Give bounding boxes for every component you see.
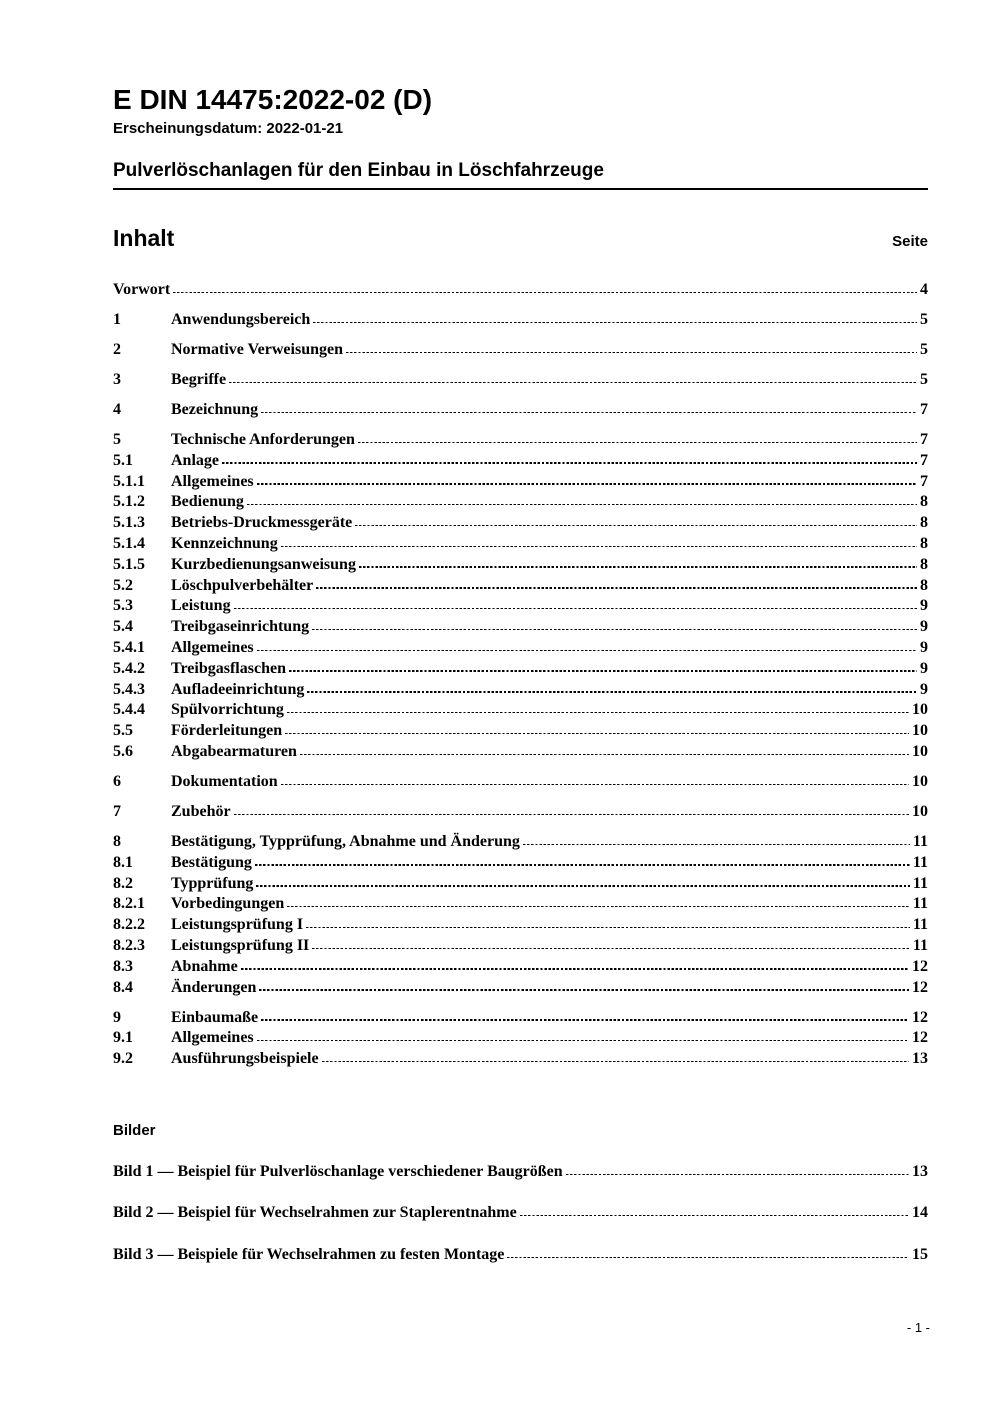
- toc-entry-page: 8: [920, 514, 928, 532]
- toc-entry-title: Allgemeines: [171, 1029, 254, 1047]
- toc-entry-page: 11: [912, 895, 928, 913]
- toc-entry-number: 8.2.3: [113, 936, 145, 954]
- toc-entry-page: 9: [920, 659, 928, 677]
- toc-entry-title: Bedienung: [171, 493, 244, 511]
- dotted-leader: [289, 670, 917, 671]
- toc-entry[interactable]: [113, 472, 928, 493]
- toc-entry-page: 9: [920, 639, 928, 657]
- toc-entry-title: Bezeichnung: [171, 401, 259, 419]
- toc-entry-number: 5.1.3: [113, 514, 145, 532]
- toc-entry-number: 8.2.1: [113, 895, 145, 913]
- toc-entry-title: Normative Verweisungen: [171, 341, 343, 359]
- toc-entry-number: 8.2.2: [113, 916, 145, 934]
- toc-entry[interactable]: [113, 534, 928, 555]
- toc-entry-number: 5.1.5: [113, 555, 145, 573]
- toc-entry-title: Bestätigung: [171, 853, 252, 871]
- publication-date: Erscheinungsdatum: 2022-01-21: [113, 120, 344, 137]
- toc-entry-number: 8.2: [113, 874, 133, 892]
- doc-title: Pulverlöschanlagen für den Einbau in Löschfahrzeuge: [113, 160, 928, 190]
- toc-entry-page: 10: [912, 743, 928, 761]
- toc-entry[interactable]: [113, 894, 928, 915]
- toc-entry[interactable]: [113, 430, 928, 451]
- toc-entry-page: 12: [912, 957, 928, 975]
- doc-number: E DIN 14475:2022-02 (D): [113, 84, 433, 115]
- figures-heading: Bilder: [113, 1121, 156, 1139]
- toc-entry-page: 12: [912, 1008, 928, 1026]
- toc-entry-number: 5.1.2: [113, 493, 145, 511]
- toc-entry-page: 10: [912, 701, 928, 719]
- dotted-leader: [259, 989, 909, 990]
- dotted-leader: [306, 927, 910, 928]
- toc-entry-title: Anlage: [171, 451, 219, 469]
- toc-header: [113, 226, 928, 251]
- toc-entry[interactable]: [113, 772, 928, 793]
- toc-entry-number: 5.2: [113, 576, 133, 594]
- toc-entry-title: Leistungsprüfung II: [171, 936, 310, 954]
- dotted-leader: [313, 322, 917, 323]
- toc-entry-page: 11: [912, 853, 928, 871]
- toc-entry[interactable]: [113, 1203, 928, 1224]
- toc-entry-number: 5.4: [113, 618, 133, 636]
- toc-entry-page: 11: [912, 936, 928, 954]
- toc-entry[interactable]: [113, 1049, 928, 1070]
- toc-entry-page: 10: [912, 773, 928, 790]
- toc-entry-title: Zubehör: [171, 802, 231, 820]
- toc-entry[interactable]: [113, 700, 928, 721]
- dotted-leader: [566, 1174, 909, 1175]
- toc-entry-number: 5.4.1: [113, 639, 145, 657]
- toc-entry-title: Förderleitungen: [171, 722, 283, 740]
- toc-entry-page: 4: [920, 281, 928, 299]
- dotted-leader: [257, 650, 917, 651]
- toc-entry[interactable]: [113, 513, 928, 534]
- toc-entry-title: Bestätigung, Typprüfung, Abnahme und Änderung: [171, 832, 520, 850]
- toc-entry-number: 5.6: [113, 743, 133, 761]
- toc-entry-number: 5.4.4: [113, 701, 145, 719]
- dotted-leader: [234, 814, 909, 815]
- toc-entry-page: 11: [912, 874, 928, 892]
- dotted-leader: [247, 504, 917, 505]
- toc-entry-title: Allgemeines: [171, 472, 254, 490]
- toc-entry-page: 5: [920, 311, 928, 329]
- toc-entry-page: 12: [912, 1029, 928, 1047]
- toc-entry-title: Abgabearmaturen: [171, 743, 297, 761]
- toc-entry-number: 2: [113, 341, 121, 359]
- toc-entry-number: 7: [113, 802, 121, 820]
- toc-entry[interactable]: [113, 659, 928, 680]
- toc-entry[interactable]: [113, 802, 928, 823]
- toc-entry[interactable]: [113, 680, 928, 701]
- toc-entry-title: Typprüfung: [171, 874, 254, 892]
- toc-entry-title: Aufladeeinrichtung: [171, 680, 305, 698]
- toc-entry-number: 9.1: [113, 1029, 133, 1047]
- toc-entry-title: Bild 3 — Beispiele für Wechselrahmen zu festen Montage: [113, 1245, 505, 1263]
- dotted-leader: [229, 382, 917, 383]
- dotted-leader: [285, 733, 909, 734]
- dotted-leader: [255, 864, 910, 865]
- toc-heading: Inhalt: [113, 224, 175, 251]
- toc-entry[interactable]: [113, 1162, 928, 1183]
- toc-entry-number: 1: [113, 311, 121, 329]
- dotted-leader: [355, 525, 917, 526]
- dotted-leader: [173, 292, 917, 293]
- toc-entry-page: 13: [912, 1050, 928, 1068]
- toc-entry-title: Betriebs-Druckmessgeräte: [171, 514, 353, 532]
- toc-entry-page: 10: [912, 722, 928, 740]
- dotted-leader: [287, 906, 910, 907]
- toc-entry-number: 5.1.1: [113, 472, 145, 490]
- toc-entry[interactable]: [113, 555, 928, 576]
- toc-entry-number: 8.4: [113, 978, 133, 996]
- dotted-leader: [300, 754, 909, 755]
- toc-entry-title: Dokumentation: [171, 773, 278, 790]
- toc-entry-page: 5: [920, 341, 928, 359]
- toc-entry-title: Technische Anforderungen: [171, 431, 355, 449]
- dotted-leader: [261, 412, 917, 413]
- toc-entry-number: 8: [113, 832, 121, 850]
- dotted-leader: [316, 587, 917, 588]
- dotted-leader: [523, 844, 910, 845]
- toc-entry-title: Treibgaseinrichtung: [171, 618, 310, 636]
- dotted-leader: [312, 948, 910, 949]
- toc-entry-page: 8: [920, 576, 928, 594]
- toc-entry-page: 8: [920, 493, 928, 511]
- toc-entry[interactable]: [113, 310, 928, 331]
- page-column-label: Seite: [892, 232, 928, 250]
- toc-entry-page: 13: [912, 1162, 928, 1180]
- dotted-leader: [234, 608, 917, 609]
- toc-entry[interactable]: [113, 874, 928, 895]
- dotted-leader: [281, 546, 917, 547]
- toc-entry-title: Bild 2 — Beispiel für Wechselrahmen zur Staplerentnahme: [113, 1204, 517, 1222]
- toc-entry[interactable]: [113, 832, 928, 853]
- toc-entry-page: 11: [912, 832, 928, 850]
- toc-entry-title: Anwendungsbereich: [171, 311, 311, 329]
- toc-entry-title: Einbaumaße: [171, 1008, 259, 1026]
- toc-entry[interactable]: [113, 451, 928, 472]
- toc-entry-number: 8.3: [113, 957, 133, 975]
- toc-entry-title: Vorbedingungen: [171, 895, 285, 913]
- dotted-leader: [257, 1040, 909, 1041]
- dotted-leader: [222, 462, 917, 463]
- dotted-leader: [346, 352, 917, 353]
- toc-entry-page: 15: [912, 1245, 928, 1263]
- dotted-leader: [257, 483, 917, 484]
- toc-entry-number: 9.2: [113, 1050, 133, 1068]
- toc-entry-title: Vorwort: [113, 281, 171, 299]
- toc-entry-page: 9: [920, 680, 928, 698]
- toc-entry-title: Kurzbedienungsanweisung: [171, 555, 356, 573]
- toc-entry-page: 9: [920, 618, 928, 636]
- toc-entry[interactable]: [113, 596, 928, 617]
- toc-entry-title: Spülvorrichtung: [171, 701, 284, 719]
- toc-entry[interactable]: [113, 638, 928, 659]
- toc-entry-title: Kennzeichnung: [171, 535, 278, 553]
- toc-entry-title: Ausführungsbeispiele: [171, 1050, 319, 1068]
- toc-entry[interactable]: [113, 978, 928, 999]
- toc-entry-page: 7: [920, 472, 928, 490]
- toc-entry-title: Abnahme: [171, 957, 238, 975]
- toc-entry-number: 5.5: [113, 722, 133, 740]
- toc-entry[interactable]: [113, 1245, 928, 1266]
- toc-entry-page: 7: [920, 401, 928, 419]
- toc-entry[interactable]: [113, 742, 928, 763]
- toc-entry-number: 5.3: [113, 597, 133, 615]
- dotted-leader: [312, 629, 917, 630]
- toc-entry-title: Treibgasflaschen: [171, 659, 286, 677]
- dotted-leader: [322, 1061, 909, 1062]
- toc-entry[interactable]: [113, 1028, 928, 1049]
- toc-list: [113, 280, 928, 1070]
- toc-entry[interactable]: [113, 1008, 928, 1029]
- toc-entry-page: 8: [920, 555, 928, 573]
- dotted-leader: [281, 784, 909, 785]
- toc-entry[interactable]: [113, 915, 928, 936]
- toc-entry[interactable]: [113, 370, 928, 391]
- toc-entry[interactable]: [113, 576, 928, 597]
- toc-entry[interactable]: [113, 721, 928, 742]
- toc-entry-page: 9: [920, 597, 928, 615]
- toc-entry-page: 11: [912, 916, 928, 934]
- toc-entry-number: 5.1.4: [113, 535, 145, 553]
- toc-entry-number: 4: [113, 401, 121, 419]
- dotted-leader: [358, 442, 917, 443]
- dotted-leader: [287, 712, 909, 713]
- toc-entry-number: 8.1: [113, 853, 133, 871]
- toc-entry-page: 7: [920, 451, 928, 469]
- toc-entry-page: 10: [912, 802, 928, 820]
- toc-entry-title: Leistungsprüfung I: [171, 916, 304, 934]
- dotted-leader: [520, 1215, 909, 1216]
- toc-entry[interactable]: [113, 400, 928, 421]
- page-indicator: - 1 -: [906, 1320, 930, 1335]
- toc-entry-page: 7: [920, 431, 928, 449]
- toc-entry[interactable]: [113, 957, 928, 978]
- toc-entry-title: Bild 1 — Beispiel für Pulverlöschanlage verschiedener Baugrößen: [113, 1162, 563, 1180]
- toc-entry-number: 5: [113, 431, 121, 449]
- toc-entry-page: 14: [912, 1204, 928, 1222]
- toc-entry-title: Löschpulverbehälter: [171, 576, 314, 594]
- toc-entry[interactable]: [113, 492, 928, 513]
- dotted-leader: [261, 1019, 909, 1020]
- dotted-leader: [307, 691, 917, 692]
- toc-entry-title: Allgemeines: [171, 639, 254, 657]
- figures-list: [113, 1162, 928, 1266]
- toc-entry[interactable]: [113, 617, 928, 638]
- toc-entry-number: 5.4.2: [113, 659, 145, 677]
- toc-entry-number: 6: [113, 773, 121, 790]
- toc-entry-page: 5: [920, 371, 928, 389]
- toc-entry-title: Begriffe: [171, 371, 227, 389]
- toc-entry[interactable]: [113, 853, 928, 874]
- toc-entry[interactable]: [113, 340, 928, 361]
- dotted-leader: [507, 1257, 909, 1258]
- toc-entry-number: 5.4.3: [113, 680, 145, 698]
- toc-entry-number: 9: [113, 1008, 121, 1026]
- dotted-leader: [359, 566, 917, 567]
- toc-entry-page: 8: [920, 535, 928, 553]
- dotted-leader: [241, 968, 909, 969]
- toc-entry-title: Leistung: [171, 597, 231, 615]
- toc-entry-page: 12: [912, 978, 928, 996]
- toc-entry-title: Änderungen: [171, 978, 257, 996]
- dotted-leader: [256, 885, 909, 886]
- toc-entry-number: 3: [113, 371, 121, 389]
- toc-entry-number: 5.1: [113, 451, 133, 469]
- toc-entry[interactable]: [113, 280, 928, 301]
- toc-entry[interactable]: [113, 936, 928, 957]
